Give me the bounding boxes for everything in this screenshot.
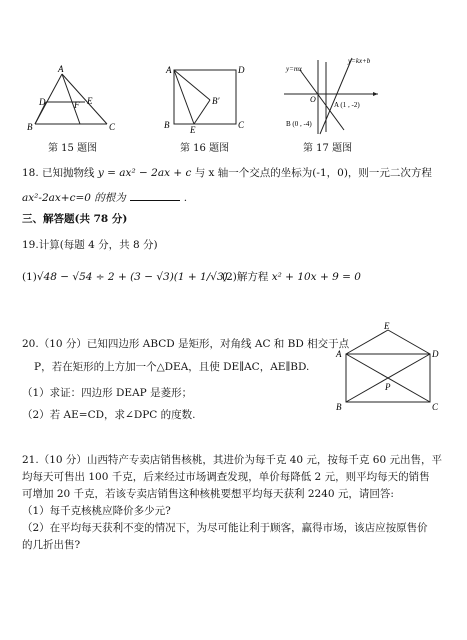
fig16-label-Bp: B′ bbox=[212, 96, 220, 106]
fig15-label-F: F bbox=[74, 100, 80, 110]
figure-16-caption: 第 16 题图 bbox=[180, 143, 230, 154]
q18-line1-pre: 18. 已知抛物线 bbox=[22, 167, 98, 179]
figure-17-graph bbox=[282, 56, 382, 136]
figure-17-caption: 第 17 题图 bbox=[303, 143, 353, 154]
q21-part1: （1）每千克核桃应降价多少元? bbox=[22, 505, 171, 517]
fig17-origin-label: O bbox=[310, 95, 316, 104]
fig20-label-D: D bbox=[432, 349, 439, 359]
q19-part1-expression: √48 − √54 ÷ 2 + (3 − √3)(1 + 1/√3) bbox=[36, 271, 228, 283]
figure-15-caption: 第 15 题图 bbox=[48, 143, 98, 154]
q20-part1: （1）求证：四边形 DEAP 是菱形； bbox=[22, 387, 193, 399]
figure-15-triangle bbox=[25, 62, 125, 134]
q21-line3: 可增加 20 千克，若该专卖店销售这种核桃要想平均每天获利 2240 元，请回答: bbox=[22, 488, 394, 500]
fig20-label-C: C bbox=[432, 402, 439, 412]
figure-16-rectangle bbox=[160, 62, 252, 134]
fig15-label-D: D bbox=[39, 97, 46, 107]
q19-part1 bbox=[22, 270, 228, 284]
fig16-label-A: A bbox=[166, 65, 172, 75]
fig20-label-E: E bbox=[384, 322, 390, 331]
q19-part2 bbox=[222, 270, 361, 284]
section-3-title: 三、解答题(共 78 分) bbox=[22, 213, 128, 225]
q18-line1-post: 与 x 轴一个交点的坐标为(-1，0)，则一元二次方程 bbox=[191, 167, 432, 179]
fig16-label-E: E bbox=[190, 125, 196, 134]
fig17-line2-label: y=kx+b bbox=[348, 57, 371, 65]
q18-parabola-formula: y = ax² − 2ax + c bbox=[97, 167, 192, 179]
fig17-pointA-label: A (1 , -2) bbox=[334, 101, 360, 109]
figure-20-rectangle-rhombus bbox=[334, 322, 444, 416]
q19-part2-label: (2)解方程 bbox=[222, 271, 269, 283]
q21-line2: 均每天可售出 100 千克，后来经过市场调查发现，单价每降低 2 元，则平均每天的销售 bbox=[22, 471, 430, 483]
x-axis-arrow-icon bbox=[373, 92, 378, 96]
q19-part2-expression: x² + 10x + 9 = 0 bbox=[271, 271, 361, 283]
fig16-label-D: D bbox=[238, 65, 245, 75]
fig16-label-C: C bbox=[238, 120, 245, 130]
fig20-label-A: A bbox=[336, 349, 342, 359]
q18-answer-blank[interactable] bbox=[130, 190, 180, 201]
q18-line1 bbox=[22, 166, 432, 180]
q19-header: 19.计算(每题 4 分，共 8 分) bbox=[22, 239, 158, 251]
q20-line1: 20.（10 分）已知四边形 ABCD 是矩形，对角线 AC 和 BD 相交于点 bbox=[22, 338, 350, 350]
fig16-label-B: B bbox=[164, 120, 170, 130]
fig15-label-A: A bbox=[58, 64, 64, 74]
fig15-label-C: C bbox=[109, 122, 116, 132]
fig17-line1-label: y=mx bbox=[286, 65, 302, 73]
q21-part2-line1: （2）在平均每天获利不变的情况下，为尽可能让利于顾客，赢得市场，该店应按原售价 bbox=[22, 522, 428, 534]
fig17-pointB-label: B (0 , -4) bbox=[286, 120, 312, 128]
q21-part2-line2: 的几折出售? bbox=[22, 539, 81, 551]
q18-line2-post: . bbox=[183, 192, 188, 204]
q18-line2-pre: ax²-2ax+c=0 的根为 bbox=[22, 192, 126, 204]
q18-line2 bbox=[22, 190, 187, 205]
q21-line1: 21.（10 分）山西特产专卖店销售核桃，其进价为每千克 40 元，按每千克 60 元出售，平 bbox=[22, 454, 442, 466]
fig15-label-B: B bbox=[27, 122, 33, 132]
q20-line2: P，若在矩形的上方加一个△DEA，且使 DE∥AC，AE∥BD. bbox=[34, 361, 310, 373]
fig15-label-E: E bbox=[87, 96, 93, 106]
fig20-label-P: P bbox=[385, 382, 391, 392]
q19-part1-label: (1) bbox=[22, 271, 37, 283]
q20-part2: （2）若 AE=CD，求∠DPC 的度数. bbox=[22, 409, 196, 421]
fig20-label-B: B bbox=[336, 402, 342, 412]
